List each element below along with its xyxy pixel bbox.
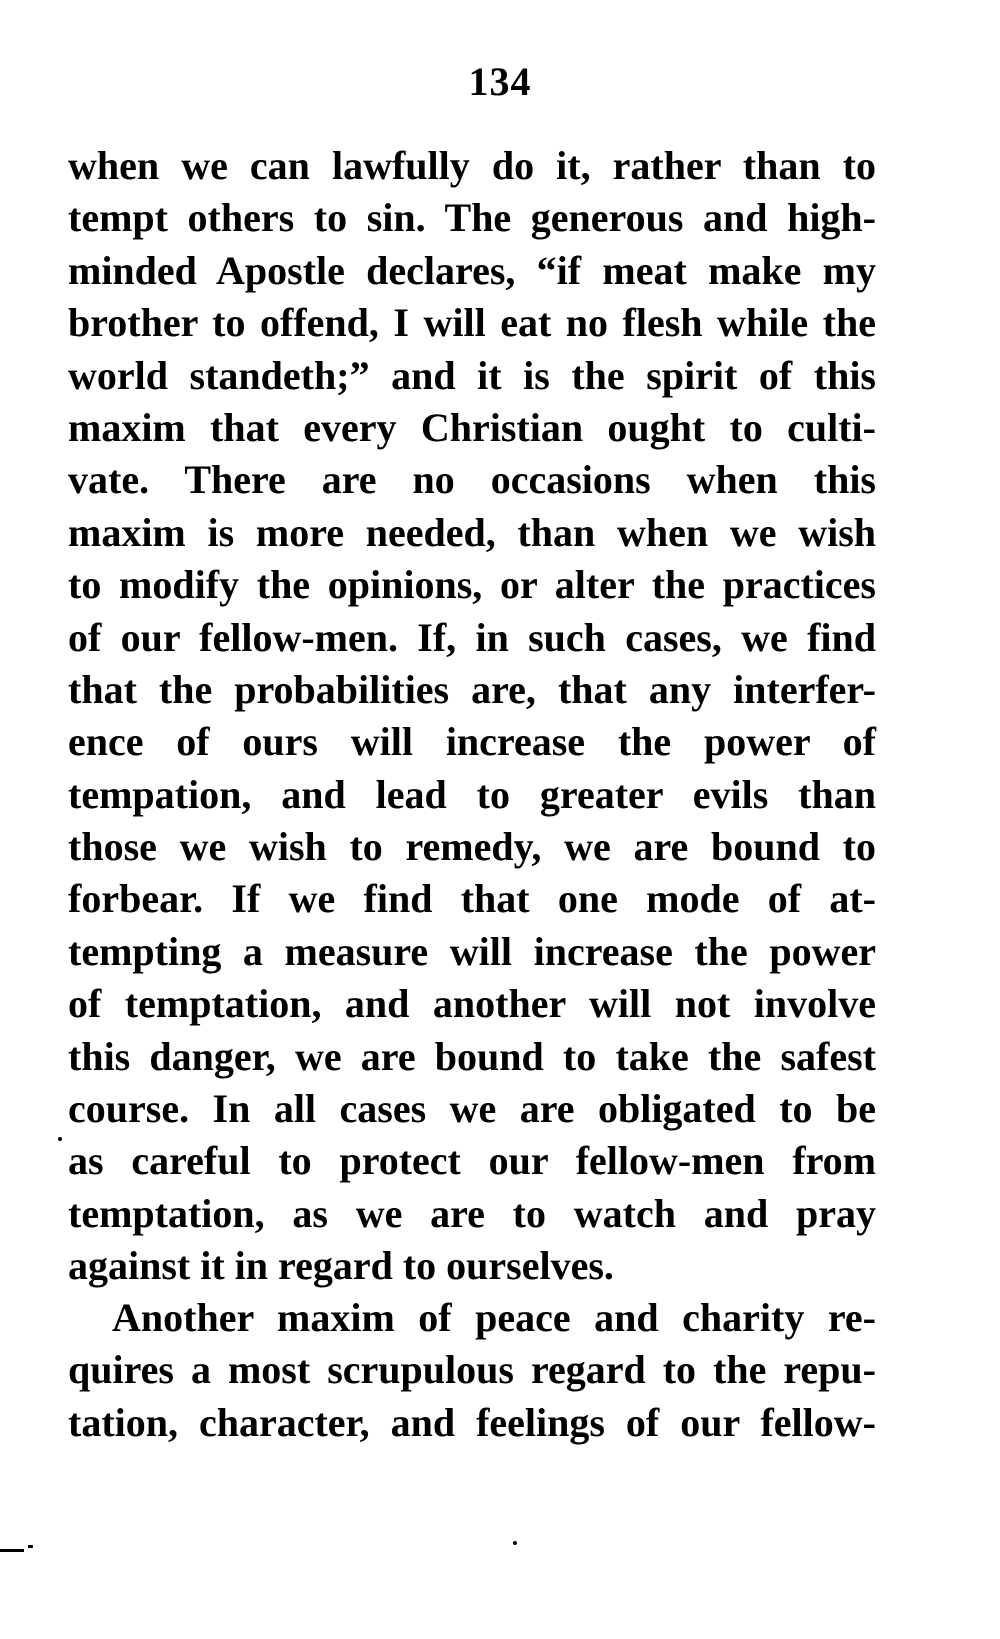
text-line: course. In all cases we are obligated to be <box>68 1086 876 1132</box>
page-number: 134 <box>468 59 532 104</box>
paragraph <box>68 140 876 1293</box>
text-line: world standeth;” and it is the spirit of this <box>68 352 876 398</box>
text-line: forbear. If we find that one mode of at- <box>68 876 876 922</box>
text-line: tempation, and lead to greater evils than <box>68 771 876 817</box>
text-line: of our fellow-men. If, in such cases, we find <box>68 614 876 660</box>
text-line: minded Apostle declares, “if meat make my <box>68 247 876 293</box>
text-line: those we wish to remedy, we are bound to <box>68 824 876 870</box>
text-line: brother to offend, I will eat no flesh while the <box>68 300 876 346</box>
text-line: tempting a measure will increase the power <box>68 928 876 974</box>
text-line: against it in regard to ourselves. <box>68 1243 614 1289</box>
print-speck <box>58 1137 62 1141</box>
text-line: tempt others to sin. The generous and high- <box>68 195 876 241</box>
text-line: vate. There are no occasions when this <box>68 457 876 503</box>
text-line: of temptation, and another will not involve <box>68 981 876 1027</box>
text-line: Another maxim of peace and charity re- <box>112 1295 876 1340</box>
print-speck <box>28 1545 33 1548</box>
print-speck <box>513 1541 517 1545</box>
text-line: maxim that every Christian ought to culti- <box>68 404 876 450</box>
text-line: when we can lawfully do it, rather than to <box>68 143 876 188</box>
text-line: to modify the opinions, or alter the practices <box>68 562 876 608</box>
text-line: tation, character, and feelings of our fellow- <box>68 1399 876 1445</box>
text-line: maxim is more needed, than when we wish <box>68 509 876 555</box>
paragraph <box>68 1292 876 1449</box>
text-line: quires a most scrupulous regard to the repu- <box>68 1347 876 1393</box>
print-speck <box>0 1549 24 1552</box>
text-line: as careful to protect our fellow-men from <box>68 1138 876 1184</box>
text-line: temptation, as we are to watch and pray <box>68 1190 876 1236</box>
text-line: ence of ours will increase the power of <box>68 719 876 765</box>
text-line: that the probabilities are, that any interfer- <box>68 666 876 712</box>
text-line: this danger, we are bound to take the safest <box>68 1033 876 1079</box>
